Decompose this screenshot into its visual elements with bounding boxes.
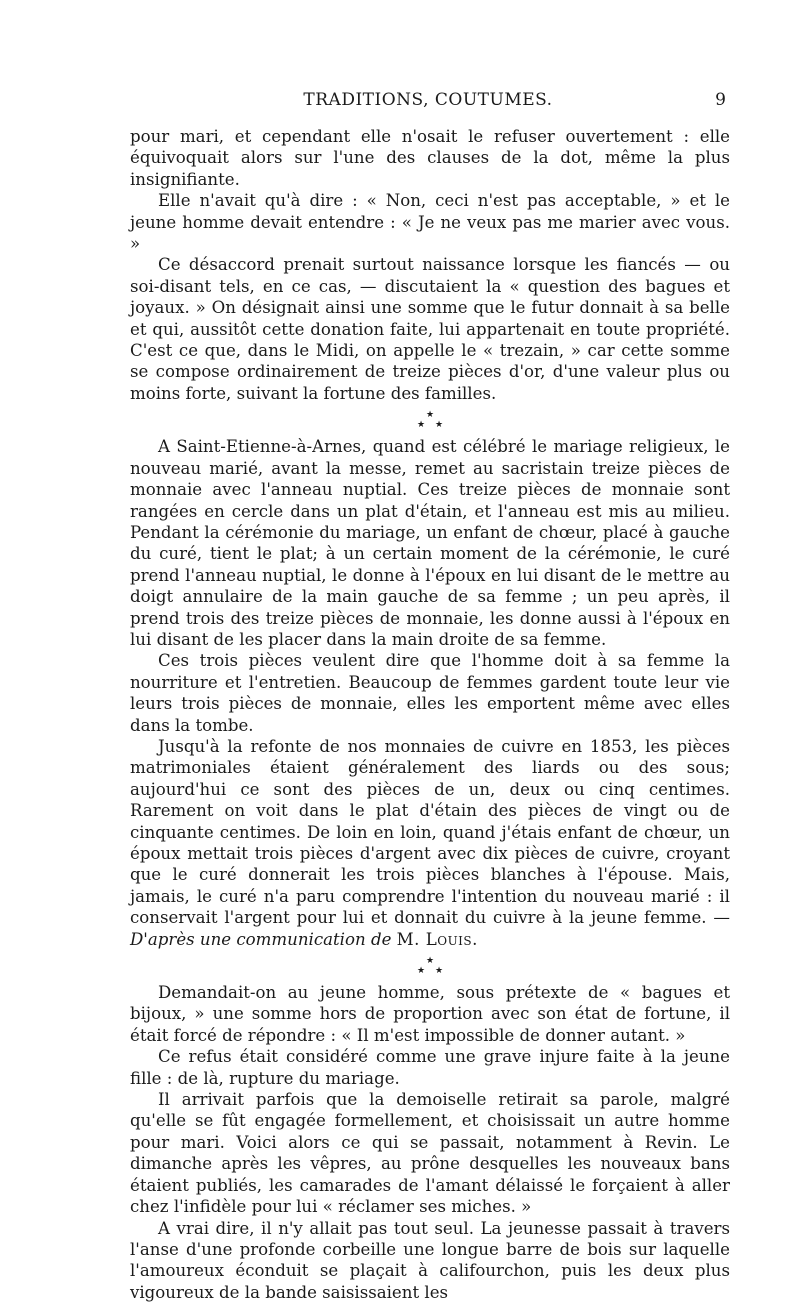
asterism-separator xyxy=(130,953,730,981)
star-icon: ★ xyxy=(435,967,443,976)
body-text xyxy=(130,126,730,1303)
paragraph: Demandait-on au jeune homme, sous prétexte de « bagues et bijoux, » une somme hors de proportion avec son état de fortune, il était forcé de répondre : « Il m'est impossible de donner autant. » xyxy=(130,982,730,1046)
page-number: 9 xyxy=(715,90,726,110)
paragraph-text: Jusqu'à la refonte de nos monnaies de cuivre en 1853, les pièces matrimoniales étaient généralement des liards ou des sous; aujourd'hui ce sont des pièces de un, deux ou cinq centimes. Rarement on voit dans le plat d'étain des pièces de vingt ou de cinquante centimes. De loin en loin, quand j'étais enfant de chœur, un époux mettait trois pièces d'argent avec dix pièces de cuivre, croyant que le curé donnerait les trois pièces blanches à l'épouse. Mais, jamais, le curé n'a paru comprendre l'intention du nouveau marié : il conservait l'argent pour lui et donnait du cuivre à la jeune femme. — xyxy=(130,737,730,927)
star-icon: ★ xyxy=(417,967,425,976)
asterism-separator xyxy=(130,407,730,435)
paragraph: Il arrivait parfois que la demoiselle retirait sa parole, malgré qu'elle se fût engagée formellement, et choisissait un autre homme pour mari. Voici alors ce qui se passait, notamment à Revin. Le dimanche après les vêpres, au prône desquelles les nouveaux bans étaient publiés, les camarades de l'amant délaissé le forçaient à aller chez l'infidèle pour lui « réclamer ses miches. » xyxy=(130,1089,730,1217)
paragraph: A vrai dire, il n'y allait pas tout seul. La jeunesse passait à travers l'anse d'une profonde corbeille une longue barre de bois sur laquelle l'amoureux éconduit se plaçait à califourchon, puis les deux plus vigoureux de la bande saisissaient les xyxy=(130,1218,730,1303)
running-title: TRADITIONS, COUTUMES. xyxy=(130,90,726,110)
credit-author: M. Louis. xyxy=(397,930,478,949)
source-credit: D'après une communication de xyxy=(130,930,391,949)
star-icon: ★ xyxy=(426,957,434,966)
star-icon: ★ xyxy=(417,421,425,430)
star-icon: ★ xyxy=(435,421,443,430)
paragraph: Ce refus était considéré comme une grave injure faite à la jeune fille : de là, rupture du mariage. xyxy=(130,1046,730,1089)
page-header xyxy=(130,90,726,118)
paragraph: A Saint-Etienne-à-Arnes, quand est célébré le mariage religieux, le nouveau marié, avant la messe, remet au sacristain treize pièces de monnaie avec l'anneau nuptial. Ces treize pièces de monnaie sont rangées en cercle dans un plat d'étain, et l'anneau est mis au milieu. Pendant la cérémonie du mariage, un enfant de chœur, placé à gauche du curé, tient le plat; à un certain moment de la cérémonie, le curé prend l'anneau nuptial, le donne à l'époux en lui disant de le mettre au doigt annulaire de la main gauche de sa femme ; un peu après, il prend trois des treize pièces de monnaie, les donne aussi à l'époux en lui disant de les placer dans la main droite de sa femme. xyxy=(130,436,730,650)
paragraph: Elle n'avait qu'à dire : « Non, ceci n'est pas acceptable, » et le jeune homme devait entendre : « Je ne veux pas me marier avec vous. » xyxy=(130,190,730,254)
star-icon: ★ xyxy=(426,411,434,420)
paragraph xyxy=(130,736,730,950)
paragraph: Ces trois pièces veulent dire que l'homme doit à sa femme la nourriture et l'entretien. Beaucoup de femmes gardent toute leur vie leurs trois pièces de monnaie, elles les emportent même avec elles dans la tombe. xyxy=(130,650,730,736)
paragraph: Ce désaccord prenait surtout naissance lorsque les fiancés — ou soi-disant tels, en ce cas, — discutaient la « question des bagues et joyaux. » On désignait ainsi une somme que le futur donnait à sa belle et qui, aussitôt cette donation faite, lui appartenait en toute propriété. C'est ce que, dans le Midi, on appelle le « trezain, » car cette somme se compose ordinairement de treize pièces d'or, d'une valeur plus ou moins forte, suivant la fortune des familles. xyxy=(130,254,730,404)
paragraph: pour mari, et cependant elle n'osait le refuser ouvertement : elle équivoquait alors sur l'une des clauses de la dot, même la plus insignifiante. xyxy=(130,126,730,190)
